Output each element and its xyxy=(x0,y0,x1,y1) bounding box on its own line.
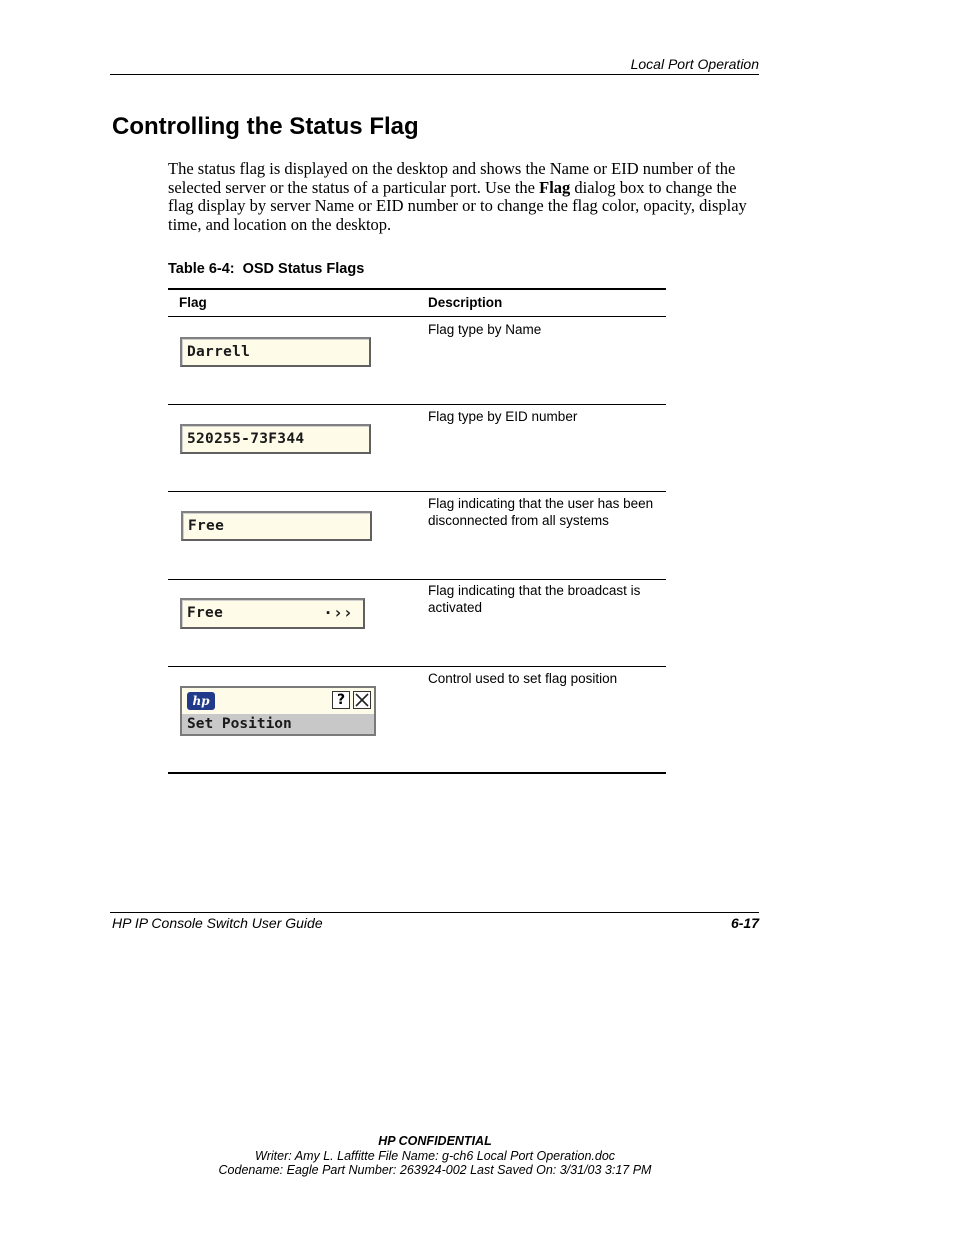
paragraph-bold-flag: Flag xyxy=(539,177,571,197)
flag-description: Control used to set flag position xyxy=(428,671,618,686)
flag-description: Flag indicating that the user has been disconnected from all systems xyxy=(428,496,654,528)
table-header-description: Description xyxy=(428,295,503,310)
help-icon[interactable]: ? xyxy=(332,691,350,709)
status-flag-name xyxy=(180,337,371,367)
confidential-writer: Writer: Amy L. Laffitte File Name: g-ch6 Local Port Operation.doc xyxy=(254,1149,616,1163)
footer-page-number: 6-17 xyxy=(730,915,759,931)
paragraph-text-1: The status flag is displayed on the desktop and shows the Name or EID number of the selected server or the status of a particular port. Use the xyxy=(168,159,736,197)
paragraph-text-2: dialog box to change the flag display by server Name or EID number or to change the flag color, opacity, display time, and location on the desktop. xyxy=(168,177,747,235)
flag-description: Flag indicating that the broadcast is activated xyxy=(428,583,641,615)
body-paragraph xyxy=(168,160,748,235)
set-position-label: Set Position xyxy=(187,716,292,732)
flag-text: Free xyxy=(187,605,224,621)
header-rule xyxy=(110,74,759,75)
table-caption xyxy=(168,261,364,277)
flag-description: Flag type by Name xyxy=(428,322,542,337)
running-head: Local Port Operation xyxy=(630,56,759,72)
footer-rule xyxy=(110,912,759,913)
flag-text: Free xyxy=(188,518,225,534)
table-row-rule xyxy=(168,404,666,405)
table-row-rule xyxy=(168,666,666,667)
set-position-control[interactable] xyxy=(180,686,376,736)
confidential-label: HP CONFIDENTIAL xyxy=(378,1134,492,1148)
footer-guide-title: HP IP Console Switch User Guide xyxy=(112,915,323,931)
table-caption-title: OSD Status Flags xyxy=(242,261,365,277)
table-bottom-rule xyxy=(168,772,666,774)
flag-text: Darrell xyxy=(187,344,251,360)
table-header-rule xyxy=(168,316,666,317)
page-title: Controlling the Status Flag xyxy=(112,113,419,140)
table-caption-number: Table 6-4: xyxy=(168,261,235,277)
confidential-codename: Codename: Eagle Part Number: 263924-002 Last Saved On: 3/31/03 3:17 PM xyxy=(218,1163,652,1177)
status-flag-eid xyxy=(180,424,371,454)
hp-logo-icon: hp xyxy=(187,692,215,710)
table-row-rule xyxy=(168,579,666,580)
close-icon[interactable] xyxy=(353,691,371,709)
flag-description: Flag type by EID number xyxy=(428,409,578,424)
broadcast-icon: ·›› xyxy=(323,603,353,622)
status-flag-broadcast xyxy=(180,598,365,629)
set-position-titlebar[interactable] xyxy=(182,688,374,714)
table-header-flag: Flag xyxy=(179,295,207,310)
status-flag-free xyxy=(181,511,372,541)
table-top-rule xyxy=(168,288,666,290)
table-row-rule xyxy=(168,491,666,492)
flag-text: 520255-73F344 xyxy=(187,431,305,447)
